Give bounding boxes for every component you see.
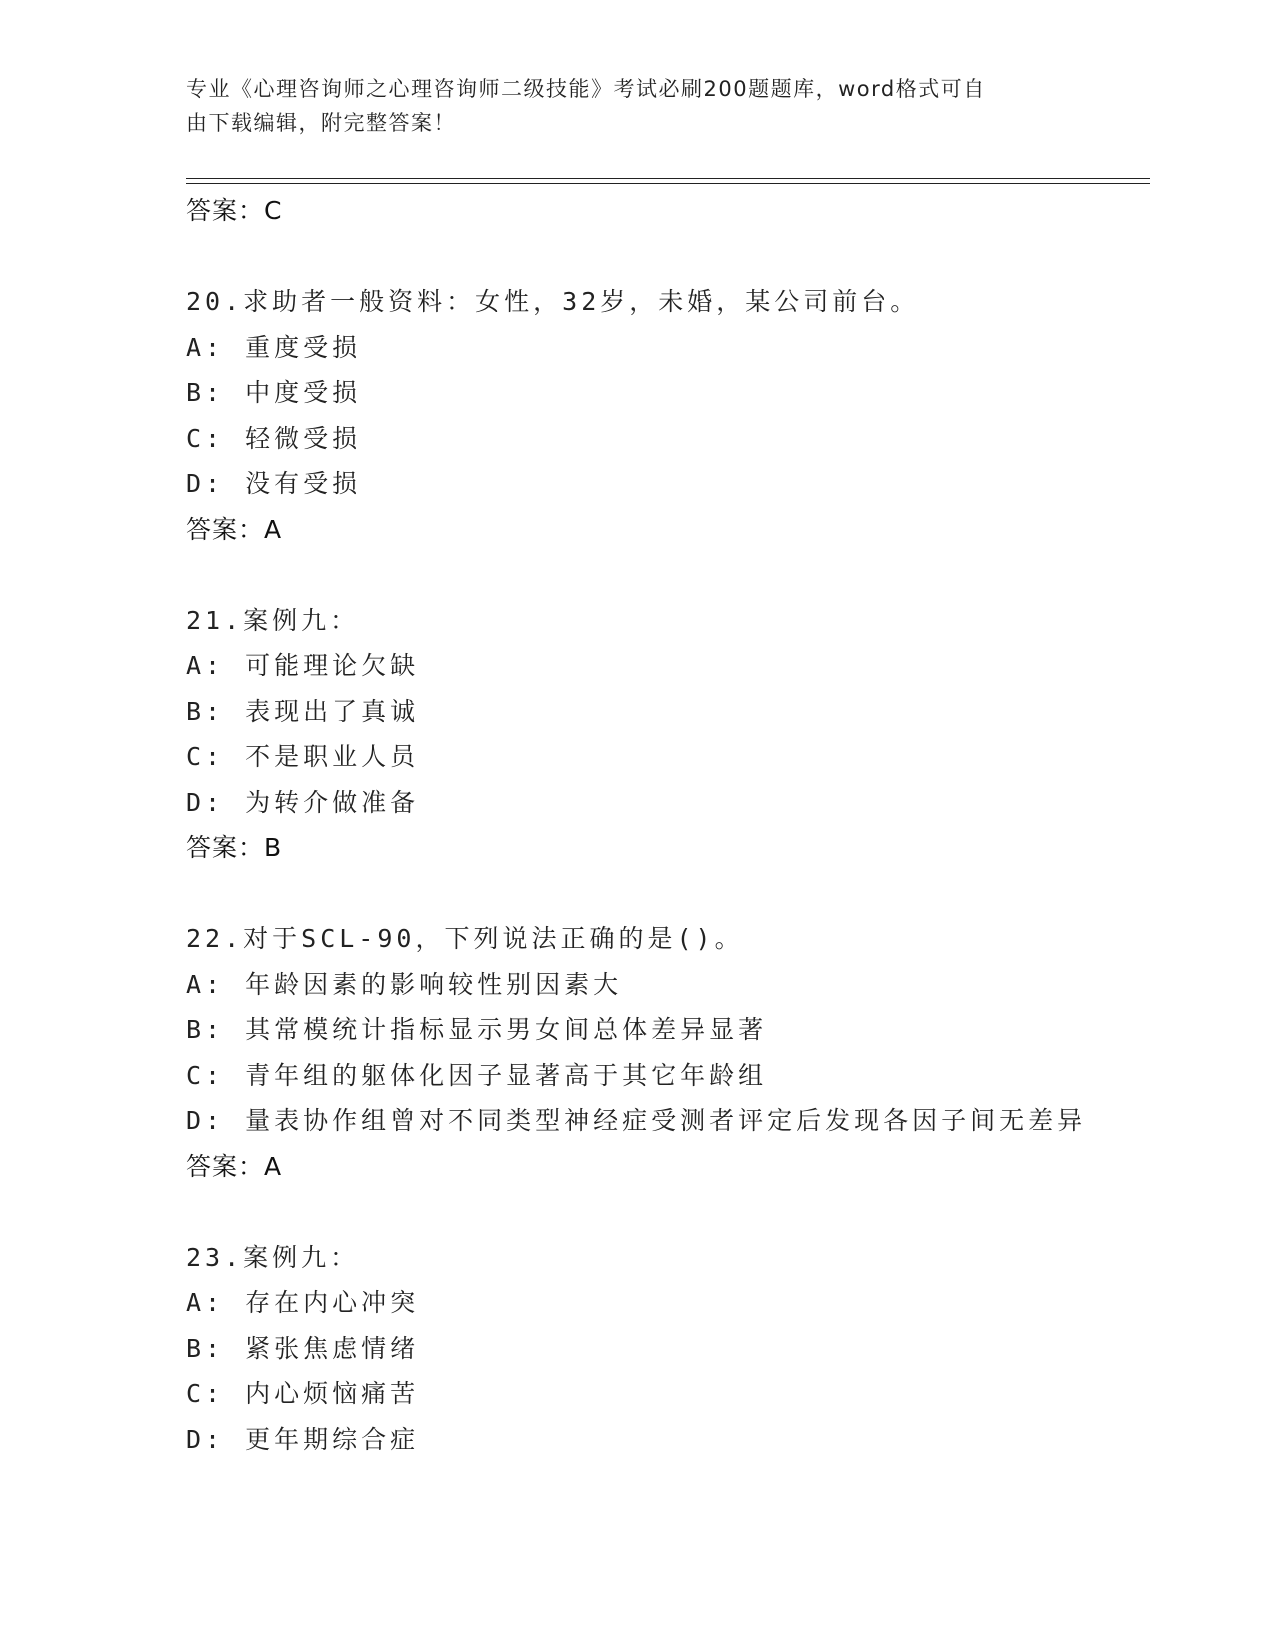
question-stem: 20.求助者一般资料：女性，32岁，未婚，某公司前台。 bbox=[186, 287, 920, 316]
question-stem: 23.案例九： bbox=[186, 1242, 360, 1272]
header-rule-top bbox=[186, 178, 1150, 179]
option-text: 不是职业人员 bbox=[245, 742, 420, 771]
option-letter: A: bbox=[186, 332, 225, 362]
option-b bbox=[186, 370, 1146, 416]
option-text: 没有受损 bbox=[245, 469, 362, 498]
option-c bbox=[186, 1053, 1146, 1099]
option-d bbox=[186, 461, 1146, 507]
option-letter: D: bbox=[186, 787, 225, 817]
question-23 bbox=[186, 1235, 1146, 1463]
option-letter: C: bbox=[186, 423, 225, 453]
answer-line: 答案：A bbox=[186, 1151, 283, 1181]
option-text: 重度受损 bbox=[245, 332, 362, 362]
option-a bbox=[186, 1280, 1146, 1326]
option-text: 轻微受损 bbox=[245, 423, 362, 453]
option-d bbox=[186, 1098, 1146, 1144]
answer-line: 答案：B bbox=[186, 833, 283, 862]
question-20 bbox=[186, 279, 1146, 552]
option-letter: C: bbox=[186, 742, 225, 771]
option-text: 青年组的躯体化因子显著高于其它年龄组 bbox=[245, 1060, 768, 1090]
header-line-2: 由下载编辑，附完整答案！ bbox=[186, 111, 456, 135]
option-letter: B: bbox=[186, 378, 225, 407]
option-letter: A: bbox=[186, 651, 225, 680]
question-22 bbox=[186, 916, 1146, 1189]
option-letter: A: bbox=[186, 1288, 225, 1317]
option-text: 可能理论欠缺 bbox=[245, 651, 420, 680]
option-a bbox=[186, 962, 1146, 1008]
option-c bbox=[186, 734, 1146, 780]
option-text: 存在内心冲突 bbox=[245, 1288, 420, 1317]
header-line-1: 专业《心理咨询师之心理咨询师二级技能》考试必刷200题题库，word格式可自 bbox=[186, 77, 986, 101]
option-b bbox=[186, 689, 1146, 735]
question-21 bbox=[186, 598, 1146, 871]
option-d bbox=[186, 780, 1146, 826]
option-c bbox=[186, 416, 1146, 462]
option-letter: C: bbox=[186, 1379, 225, 1408]
option-c bbox=[186, 1371, 1146, 1417]
option-text: 更年期综合症 bbox=[245, 1424, 420, 1454]
question-stem: 22.对于SCL-90，下列说法正确的是()。 bbox=[186, 924, 744, 953]
option-text: 中度受损 bbox=[245, 378, 362, 407]
option-letter: B: bbox=[186, 1015, 225, 1044]
option-text: 表现出了真诚 bbox=[245, 696, 420, 726]
option-letter: B: bbox=[186, 1333, 225, 1363]
option-text: 紧张焦虑情绪 bbox=[245, 1333, 420, 1363]
answer-line: 答案：C bbox=[186, 196, 283, 225]
option-letter: C: bbox=[186, 1060, 225, 1090]
option-text: 其常模统计指标显示男女间总体差异显著 bbox=[245, 1015, 768, 1044]
option-text: 内心烦恼痛苦 bbox=[245, 1379, 420, 1408]
option-text: 为转介做准备 bbox=[245, 787, 420, 817]
option-b bbox=[186, 1007, 1146, 1053]
option-a bbox=[186, 643, 1146, 689]
option-letter: D: bbox=[186, 469, 225, 498]
option-b bbox=[186, 1326, 1146, 1372]
option-letter: D: bbox=[186, 1424, 225, 1454]
option-letter: A: bbox=[186, 969, 225, 999]
option-a bbox=[186, 325, 1146, 371]
header-rule-bottom bbox=[186, 183, 1150, 184]
option-d bbox=[186, 1417, 1146, 1463]
question-list bbox=[186, 188, 1146, 1462]
answer-line: 答案：A bbox=[186, 514, 283, 544]
option-text: 量表协作组曾对不同类型神经症受测者评定后发现各因子间无差异 bbox=[245, 1106, 1087, 1135]
option-text: 年龄因素的影响较性别因素大 bbox=[245, 969, 623, 999]
question-stem: 21.案例九： bbox=[186, 605, 360, 635]
option-letter: D: bbox=[186, 1106, 225, 1135]
document-header bbox=[186, 72, 1056, 140]
option-letter: B: bbox=[186, 696, 225, 726]
